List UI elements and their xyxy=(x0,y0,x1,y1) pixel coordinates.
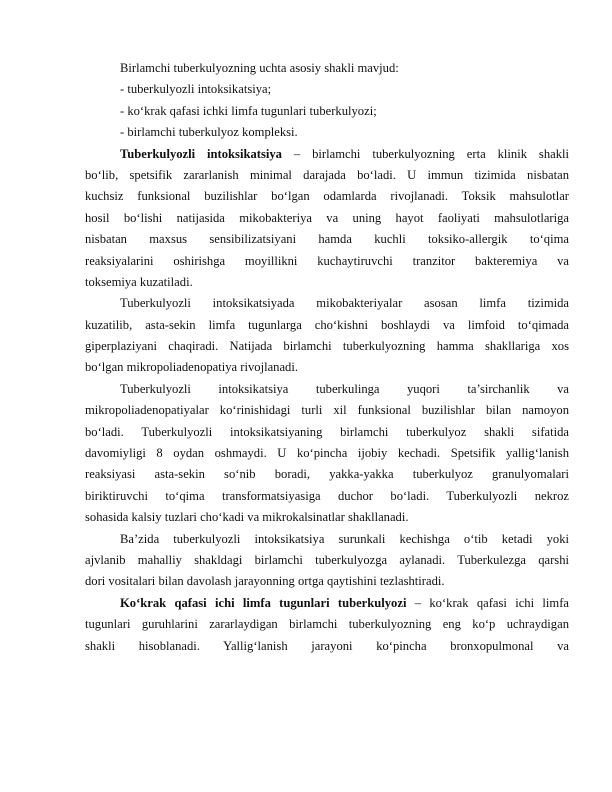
text-line: biriktiruvchi to‘qima transformatsiyasiga duchor bo‘ladi. Tuberkulyozli nekroz xyxy=(85,488,569,503)
text-line: tugunlari guruhlarini zararlaydigan birlamchi tuberkulyozning eng ko‘p uchraydigan xyxy=(85,617,569,632)
text-line: dori vositalari bilan davolash jarayonning ortga qaytishini tezlashtiradi. xyxy=(85,574,445,589)
text-line: Ba’zida tuberkulyozli intoksikatsiya surunkali kechishga o‘tib ketadi yoki xyxy=(120,531,569,546)
text-line: nisbatan maxsus sensibilizatsiyani hamda kuchli toksiko-allergik to‘qima xyxy=(85,232,569,247)
text-line-content: – birlamchi tuberkulyozning erta klinik shakli xyxy=(293,146,569,161)
text-line: sohasida kalsiy tuzlari cho‘kadi va mikrokalsinatlar shakllanadi. xyxy=(85,510,409,525)
text-line: reaksiyasi asta-sekin so‘nib boradi, yakka-yakka tuberkulyoz granulyomalari xyxy=(85,467,569,482)
text-line: giperplaziyani chaqiradi. Natijada birlamchi tuberkulyozning hamma shakllariga xos xyxy=(85,339,569,354)
section-heading: Ko‘krak qafasi ichi limfa tugunlari tuberkulyozi xyxy=(120,595,407,610)
text-line: shakli hisoblanadi. Yallig‘lanish jarayoni ko‘pincha bronxopulmonal va xyxy=(85,638,569,653)
document-body xyxy=(85,58,569,657)
text-line: bo‘lgan mikropoliadenopatiya rivojlanadi. xyxy=(85,360,298,375)
text-line: bo‘lib, spetsifik zararlanish minimal darajada bo‘ladi. U immun tizimida nisbatan xyxy=(85,167,569,182)
text-line: Tuberkulyozli intoksikatsiyada mikobakteriyalar asosan limfa tizimida xyxy=(120,296,569,311)
text-line: bo‘ladi. Tuberkulyozli intoksikatsiyaning birlamchi tuberkulyoz shakli sifatida xyxy=(85,424,569,439)
text-line: davomiyligi 8 oydan oshmaydi. U ko‘pincha ijobiy kechadi. Spetsifik yallig‘lanish xyxy=(85,446,569,461)
text-line: ajvlanib mahalliy shakldagi birlamchi tuberkulyozga aylanadi. Tuberkulezga qarshi xyxy=(85,552,569,567)
text-line-content: – ko‘krak qafasi ichi limfa xyxy=(414,595,569,610)
text-line: mikropoliadenopatiyalar ko‘rinishidagi turli xil funksional buzilishlar bilan namoyon xyxy=(85,403,569,418)
section-heading: Tuberkulyozli intoksikatsiya xyxy=(120,146,282,161)
list-item: - ko‘krak qafasi ichki limfa tugunlari tuberkulyozi; xyxy=(120,103,377,118)
text-line: Tuberkulyozli intoksikatsiya tuberkulinga yuqori ta’sirchanlik va xyxy=(120,381,569,396)
text-line: Birlamchi tuberkulyozning uchta asosiy shakli mavjud: xyxy=(120,61,399,75)
text-line: reaksiyalarini oshirishga moyillikni kuchaytiruvchi tranzitor bakteremiya va xyxy=(85,253,569,268)
text-line xyxy=(85,593,569,614)
list-item: - tuberkulyozli intoksikatsiya; xyxy=(120,82,272,97)
text-line: kuchsiz funksional buzilishlar bo‘lgan odamlarda rivojlanadi. Toksik mahsulotlar xyxy=(85,189,569,204)
list-item: - birlamchi tuberkulyoz kompleksi. xyxy=(120,125,298,140)
text-line: toksemiya kuzatiladi. xyxy=(85,274,193,289)
text-line: kuzatilib, asta-sekin limfa tugunlarga cho‘kishni boshlaydi va limfoid to‘qimada xyxy=(85,317,569,332)
text-line: hosil bo‘lishi natijasida mikobakteriya va uning hayot faoliyati mahsulotlariga xyxy=(85,210,569,225)
text-line xyxy=(85,144,569,165)
